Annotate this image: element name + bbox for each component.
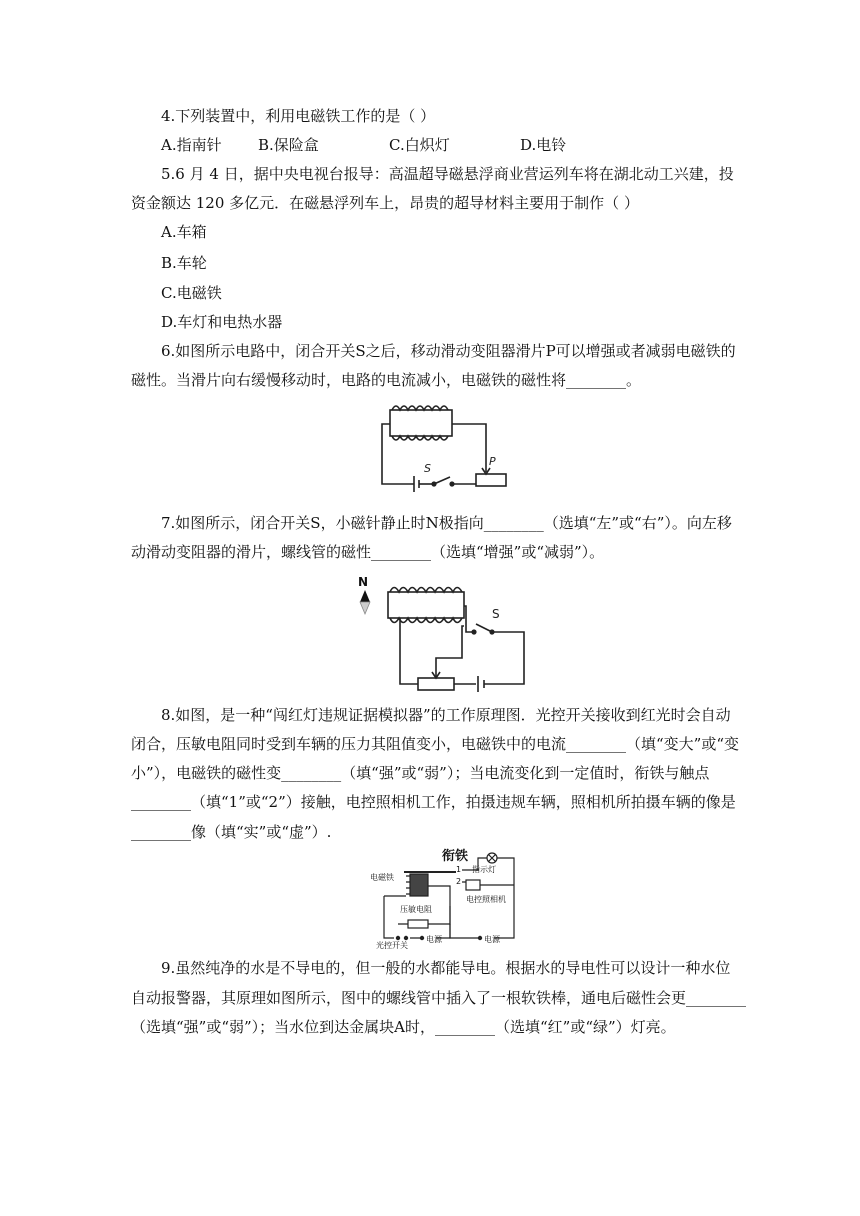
q8-electromagnet-label: 电磁铁 xyxy=(370,873,394,882)
q9-line3: （选填“强”或“弱”）；当水位到达金属块A时，________（选填“红”或“绿”）灯亮。 xyxy=(131,1018,676,1036)
q8-power1-label: 电源 xyxy=(426,935,442,944)
q8-camera-label: 电控照相机 xyxy=(466,895,506,904)
q8-power2-label: 电源 xyxy=(484,935,500,944)
q7-switch-label: S xyxy=(492,607,500,621)
q8-contact2-label: 2 xyxy=(456,877,462,886)
q8-line2: 闭合，压敏电阻同时受到车辆的压力其阻值变小，电磁铁中的电流________（填“变大”或“变 xyxy=(131,735,740,753)
q6-circuit-figure xyxy=(378,402,518,494)
q8-contact1-label: 1 xyxy=(456,865,462,874)
q9-line2: 自动报警器，其原理如图所示，图中的螺线管中插入了一根软铁棒，通电后磁性会更________ xyxy=(131,989,747,1007)
q8-line5: ________像（填“实”或“虚”）. xyxy=(131,823,332,841)
q6-line1: 6.如图所示电路中，闭合开关S之后，移动滑动变阻器滑片P可以增强或者减弱电磁铁的 xyxy=(161,342,736,360)
q7-line2: 动滑动变阻器的滑片，螺线管的磁性________（选填“增强”或“减弱”）。 xyxy=(131,543,605,561)
q8-armature-label: 衔铁 xyxy=(442,849,469,864)
q7-north-label: N xyxy=(358,575,369,589)
q5-line1: 5.6 月 4 日，据中央电视台报导：高温超导磁悬浮商业营运列车将在湖北动工兴建，投 xyxy=(161,165,734,183)
q5-option-a: A.车箱 xyxy=(161,223,207,241)
q9-line1: 9.虽然纯净的水是不导电的，但一般的水都能导电。根据水的导电性可以设计一种水位 xyxy=(161,959,731,977)
q4-option-a: A.指南针 xyxy=(161,136,222,154)
q5-option-d: D.车灯和电热水器 xyxy=(161,313,283,331)
q7-compass-needle-north xyxy=(360,590,370,602)
q7-line1: 7.如图所示，闭合开关S，小磁针静止时N极指向________（选填“左”或“右”）。向左移 xyxy=(161,514,732,532)
q8-pressure-resistor-label: 压敏电阻 xyxy=(400,905,432,914)
q4-option-b: B.保险盒 xyxy=(258,136,319,154)
q6-switch-label: S xyxy=(424,462,431,475)
q8-line4: ________（填“1”或“2”）接触，电控照相机工作，拍摄违规车辆，照相机所拍摄车辆的像是 xyxy=(131,793,736,811)
q8-line3: 小”），电磁铁的磁性变________（填“强”或“弱”）；当电流变化到一定值时，衔铁与触点 xyxy=(131,764,710,782)
q8-circuit-figure xyxy=(350,846,522,950)
q7-circuit-figure xyxy=(356,574,531,694)
q5-line2: 资金额达 120 多亿元．在磁悬浮列车上，昂贵的超导材料主要用于制作（ ） xyxy=(131,194,639,212)
q6-line2: 磁性。当滑片向右缓慢移动时，电路的电流减小，电磁铁的磁性将________。 xyxy=(131,371,642,389)
q8-light-switch-label: 光控开关 xyxy=(376,941,408,950)
q5-option-c: C.电磁铁 xyxy=(161,284,222,302)
q6-coil-core xyxy=(390,410,452,436)
q4-stem: 4.下列装置中，利用电磁铁工作的是（ ） xyxy=(161,107,436,125)
q7-compass-needle-south xyxy=(360,602,370,614)
q8-indicator-label: 指示灯 xyxy=(472,865,496,874)
q4-option-d: D.电铃 xyxy=(520,136,567,154)
q8-line1: 8.如图，是一种“闯红灯违规证据模拟器”的工作原理图．光控开关接收到红光时会自动 xyxy=(161,706,731,724)
q4-option-c: C.白炽灯 xyxy=(389,136,450,154)
q6-slider-label: P xyxy=(489,455,496,468)
q5-option-b: B.车轮 xyxy=(161,254,207,272)
